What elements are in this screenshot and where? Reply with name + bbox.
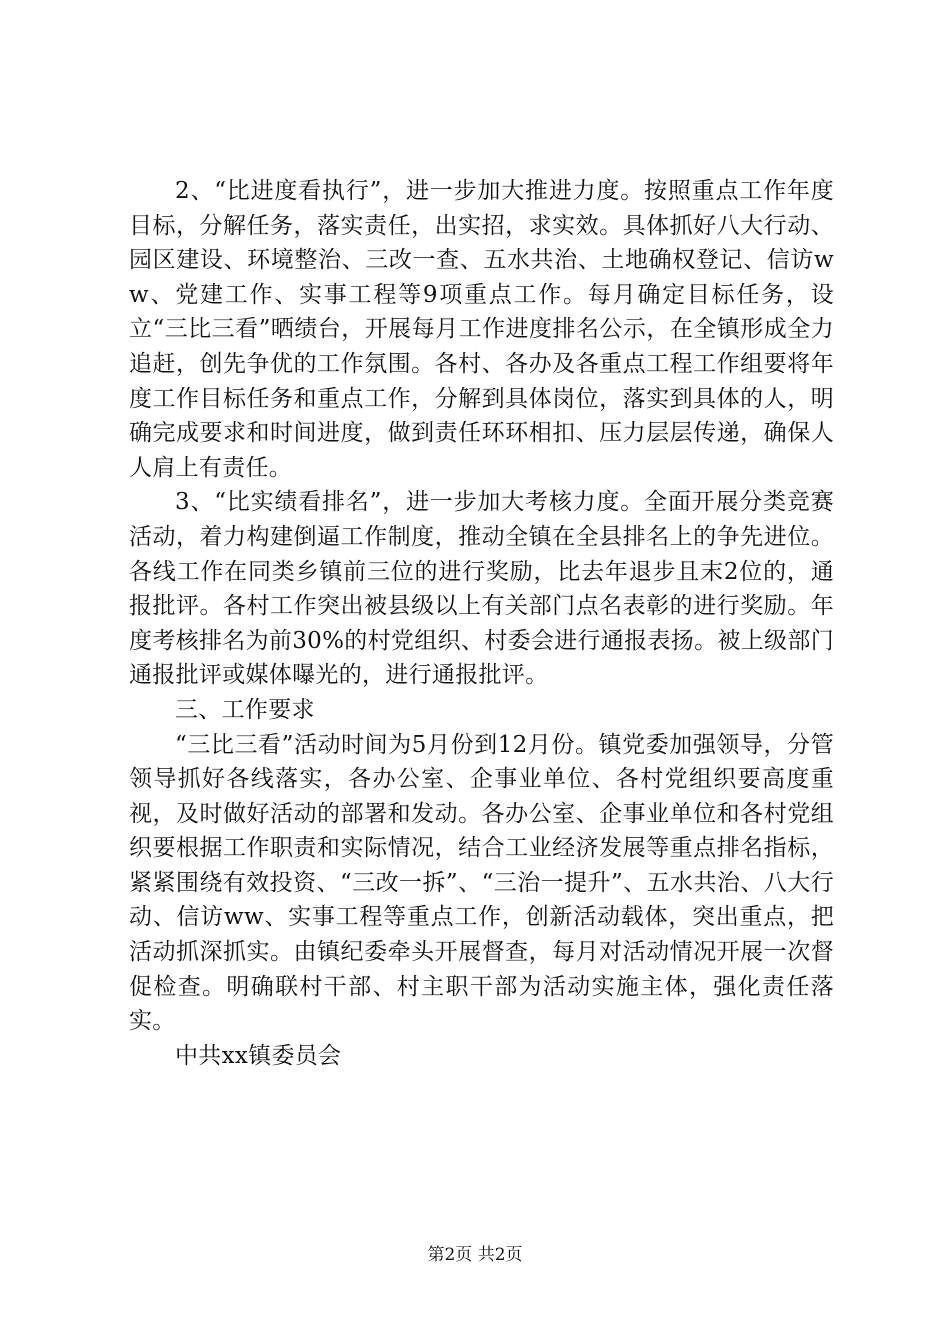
paragraph-work-requirements: “三比三看”活动时间为5月份到12月份。镇党委加强领导，分管领导抓好各线落实，各办公室、企事业单位、各村党组织要高度重视，及时做好活动的部署和发动。各办公室、企事业单位和各村党组织要根据工作职责和实际情况，结合工业经济发展等重点排名指标，紧紧围绕有效投资、“三改一拆”、“三治一提升”、五水共治、八大行动、信访ww、实事工程等重点工作，创新活动载体，突出重点，把活动抓深抓实。由镇纪委牵头开展督查，每月对活动情况开展一次督促检查。明确联村干部、村主职干部为活动实施主体，强化责任落实。 [129, 731, 834, 1035]
paragraph-performance-ranking: 3、“比实绩看排名”，进一步加大考核力度。全面开展分类竞赛活动，着力构建倒逼工作制度，推动全镇在全县排名上的争先进位。各线工作在同类乡镇前三位的进行奖励，比去年退步且末2位的，通报批评。各村工作突出被县级以上有关部门点名表彰的进行奖励。年度考核排名为前30%的村党组织、村委会进行通报表扬。被上级部门通报批评或媒体曝光的，进行通报批评。 [129, 489, 834, 689]
section-heading-work-requirements: 三、工作要求 [175, 696, 315, 723]
page-number-footer: 第2页 共2页 [427, 1245, 523, 1265]
document-body [129, 174, 834, 1073]
paragraph-progress-execution: 2、“比进度看执行”，进一步加大推进力度。按照重点工作年度目标，分解任务，落实责任，出实招，求实效。具体抓好八大行动、园区建设、环境整治、三改一查、五水共治、土地确权登记、信访ww、党建工作、实事工程等9项重点工作。每月确定目标任务，设立“三比三看”晒绩台，开展每月工作进度排名公示，在全镇形成全力追赶，创先争优的工作氛围。各村、各办及各重点工程工作组要将年度工作目标任务和重点工作，分解到具体岗位，落实到具体的人，明确完成要求和时间进度，做到责任环环相扣、压力层层传递，确保人人肩上有责任。 [129, 178, 834, 481]
signature-committee: 中共xx镇委员会 [175, 1042, 342, 1069]
